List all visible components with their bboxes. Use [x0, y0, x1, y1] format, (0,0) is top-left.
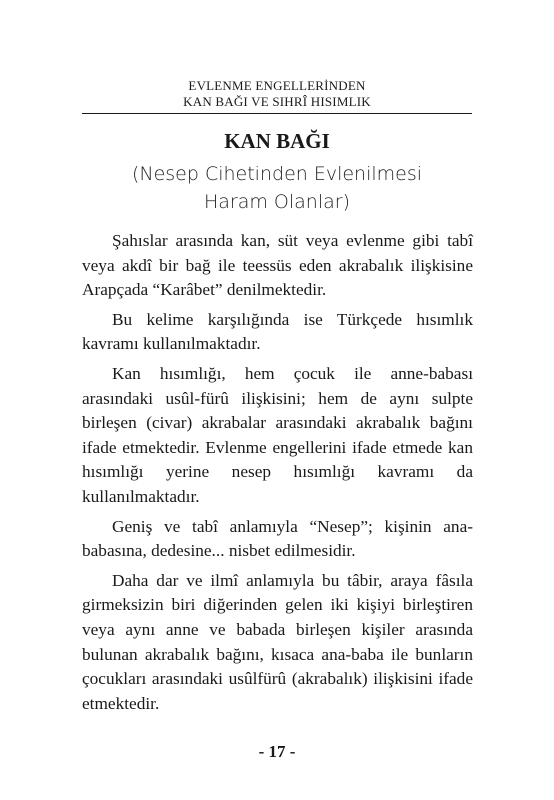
chapter-title: KAN BAĞI	[224, 129, 330, 153]
paragraph: Daha dar ve ilmî anlamıyla bu tâbir, araya fâsıla girmeksizin biri diğerinden gelen iki kişiyi birleştiren veya aynı anne ve babada birleşen kişiler arasında bulunan akrabalık bağını, kısaca ana-baba ile bunların çocukları arasındaki usûlfürû (akrabalık) ilişkisini ifade etmektedir.	[82, 570, 473, 713]
subtitle-line-2: Haram Olanlar)	[204, 191, 350, 213]
running-header-line-2: KAN BAĞI VE SIHRÎ HISIMLIK	[183, 94, 371, 109]
chapter-subtitle	[82, 160, 472, 216]
paragraph: Kan hısımlığı, hem çocuk ile anne-babası arasındaki usûl-fürû ilişkisini; hem de aynı sulpte birleşen (civar) akrabalar arasındaki akrabalık bağını ifade etmektedir. Evlenme engellerini ifade etmede kan hısımlığı yerine nesep hısımlığı kavramı da kullanılmaktadır.	[82, 363, 473, 506]
running-header-line-1: EVLENME ENGELLERİNDEN	[188, 78, 366, 93]
running-header	[82, 78, 472, 110]
body-text	[82, 229, 473, 721]
paragraph: Geniş ve tabî anlamıyla “Nesep”; kişinin ana-babasına, dedesine... nisbet edilmesidir.	[82, 516, 473, 561]
header-rule	[82, 113, 472, 114]
paragraph: Bu kelime karşılığında ise Türkçede hısımlık kavramı kullanılmaktadır.	[82, 309, 473, 354]
subtitle-line-1: (Nesep Cihetinden Evlenilmesi	[131, 163, 423, 185]
paragraph: Şahıslar arasında kan, süt veya evlenme gibi tabî veya akdî bir bağ ile teessüs eden akrabalık ilişkisine Arapçada “Karâbet” denilmektedir.	[82, 231, 473, 300]
page-number: - 17 -	[258, 742, 296, 761]
